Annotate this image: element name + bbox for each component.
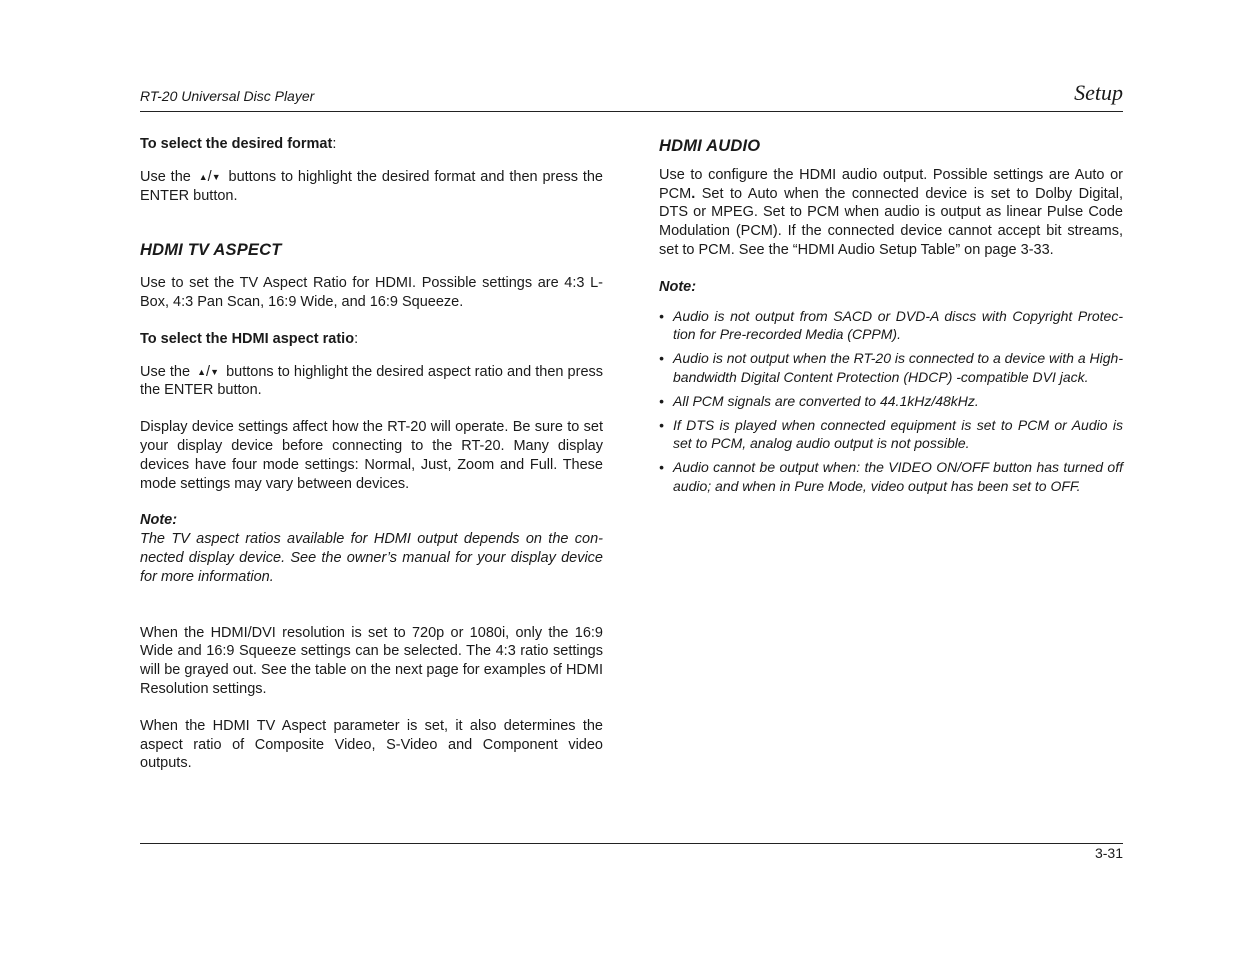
aspect-parameter-paragraph: When the HDMI TV Aspect parameter is set, it also determines the aspect ratio of Composite Video, S-Video and Component video outputs. (140, 717, 603, 772)
audio-notes-list (659, 307, 1123, 496)
select-format-instructions: Use the ▲/▼ buttons to highlight the desired format and then press the ENTER button. (140, 168, 603, 204)
page-number: 3-31 (1094, 845, 1123, 861)
running-header-title: RT-20 Universal Disc Player (140, 88, 315, 104)
audio-note-label: Note: (659, 278, 697, 295)
list-item: • All PCM signals are converted to 44.1kHz/48kHz. (659, 392, 979, 409)
tv-aspect-intro: Use to set the TV Aspect Ratio for HDMI. Possible settings are 4:3 L-Box, 4:3 Pan Scan, 16:9 Wide, and 16:9 Squeeze. (140, 275, 603, 310)
up-down-arrows-icon: ▲/▼ (197, 363, 219, 380)
bullet-icon: • (659, 459, 664, 476)
select-aspect-instructions: Use the ▲/▼ buttons to highlight the desired aspect ratio and then press the ENTER button. (140, 363, 604, 399)
arrow-up-icon: ▲ (198, 171, 208, 182)
list-item: • Audio is not output when the RT-20 is connected to a device with a High-bandwidth Digital Content Protection (HDCP) -compatible DVI jack. (659, 350, 1123, 385)
bullet-icon: • (659, 416, 664, 433)
up-down-arrows-icon: ▲/▼ (198, 168, 221, 185)
footer-rule (140, 843, 1123, 844)
left-column (140, 135, 603, 773)
display-settings-paragraph: Display device settings affect how the RT-20 will operate. Be sure to set your display device before connecting to the RT-20. Many display devices have four mode settings: Normal, Just, Zoom and Full. These mode settings may vary between devices. (140, 419, 603, 492)
hdmi-tv-aspect-heading: HDMI TV ASPECT (140, 241, 282, 260)
section-title: Setup (1074, 80, 1123, 105)
arrow-down-icon: ▼ (211, 171, 221, 182)
right-column (659, 137, 1123, 501)
arrow-up-icon: ▲ (197, 366, 207, 377)
list-item: • Audio is not output from SACD or DVD-A discs with Copyright Protec-tion for Pre-recorded Media (CPPM). (659, 307, 1123, 343)
header-rule (140, 111, 1123, 112)
note-text: The TV aspect ratios available for HDMI output depends on the con-nected display device. See the owner’s manual for your display device for more information. (140, 531, 603, 585)
resolution-paragraph: When the HDMI/DVI resolution is set to 720p or 1080i, only the 16:9 Wide and 16:9 Squeeze settings can be selected. The 4:3 ratio settings will be grayed out. See the table on the next page for examples of HDMI Resolution settings. (140, 624, 603, 697)
list-item: • If DTS is played when connected equipment is set to PCM or Audio is set to PCM, analog audio output is not possible. (659, 416, 1123, 452)
bullet-icon: • (659, 307, 664, 324)
select-aspect-label: To select the HDMI aspect ratio: (140, 330, 359, 347)
hdmi-audio-paragraph: Use to configure the HDMI audio output. Possible settings are Auto or PCM. Set to Auto when the connected device is set to Dolby Digital, DTS or MPEG. Set to PCM when audio is output as linear Pulse Code Modulation (PCM). If the connected device cannot accept bit streams, set to PCM. See the “HDMI Audio Setup Table” on page 3-33. (659, 166, 1123, 258)
select-format-label: To select the desired format: (140, 136, 337, 152)
arrow-down-icon: ▼ (210, 366, 219, 377)
list-item: • Audio cannot be output when: the VIDEO ON/OFF button has turned off audio; and when in Pure Mode, video output has been set to OFF. (659, 459, 1123, 494)
hdmi-audio-heading: HDMI AUDIO (659, 137, 761, 155)
bullet-icon: • (659, 350, 664, 367)
note-label: Note: (140, 512, 178, 529)
bullet-icon: • (659, 392, 664, 409)
